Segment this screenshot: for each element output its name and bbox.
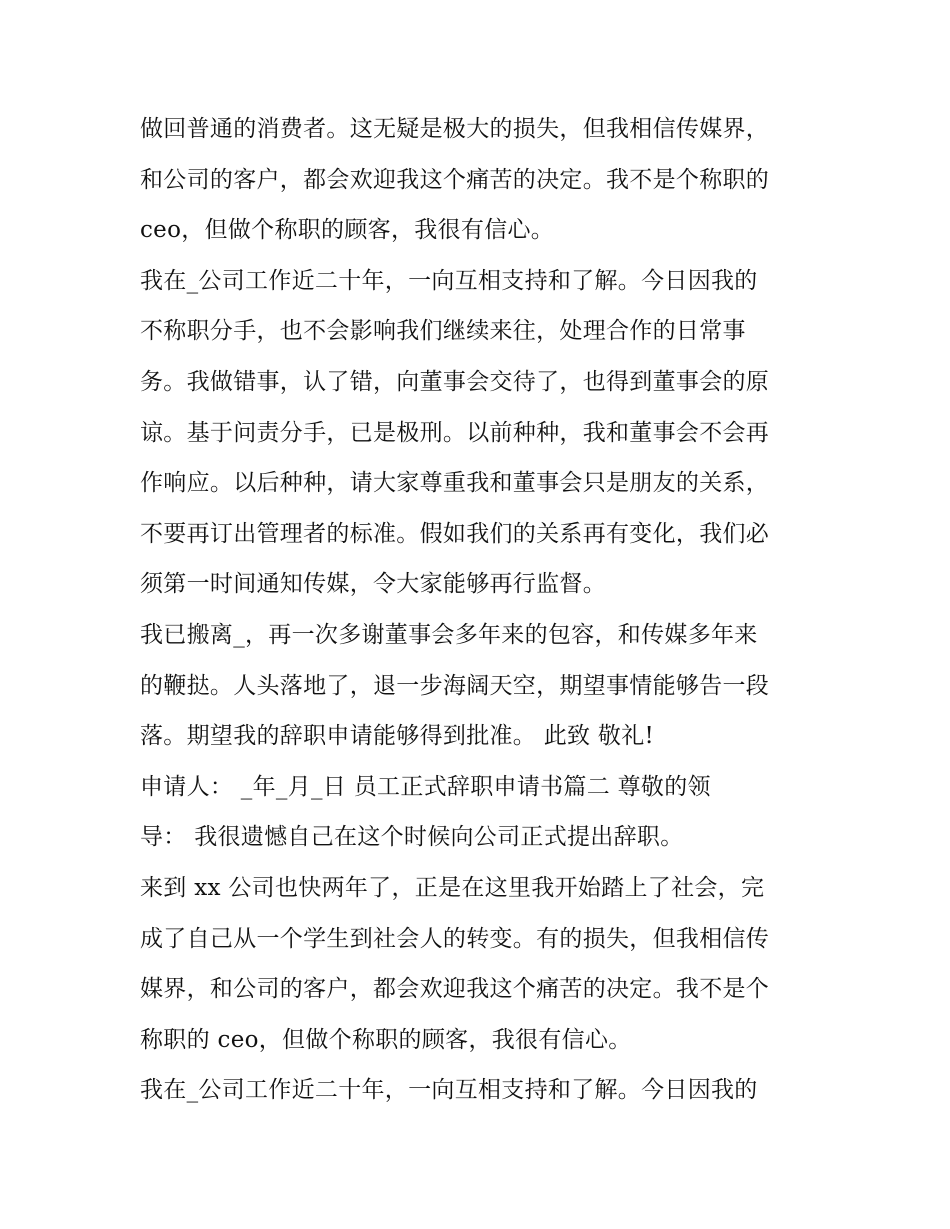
text-line: 我在_公司工作近二十年，一向互相支持和了解。今日因我的 [140, 1077, 758, 1104]
text-line: 申请人： _年_月_日 员工正式辞职申请书篇二 尊敬的领 [140, 773, 711, 800]
text-line: 我在_公司工作近二十年，一向互相支持和了解。今日因我的 [140, 267, 758, 294]
text-line: 导： 我很遗憾自己在这个时候向公司正式提出辞职。 [140, 824, 684, 851]
text-line: 做回普通的消费者。这无疑是极大的损失，但我相信传媒界， [140, 116, 770, 142]
text-line: 的鞭挞。人头落地了，退一步海阔天空，期望事情能够告一段 [140, 672, 770, 699]
text-line: 不称职分手，也不会影响我们继续来往，处理合作的日常事 [140, 318, 746, 345]
text-line: 和公司的客户，都会欢迎我这个痛苦的决定。我不是个称职的 [140, 166, 770, 193]
text-line: 媒界，和公司的客户，都会欢迎我这个痛苦的决定。我不是个 [140, 976, 770, 1003]
text-line: 来到 xx 公司也快两年了，正是在这里我开始踏上了社会，完 [140, 874, 765, 901]
document-body [140, 104, 820, 1116]
text-line: 作响应。以后种种，请大家尊重我和董事会只是朋友的关系， [140, 470, 770, 497]
text-line: 务。我做错事，认了错，向董事会交待了，也得到董事会的原 [140, 368, 770, 395]
text-line: 不要再订出管理者的标准。假如我们的关系再有变化，我们必 [140, 520, 770, 547]
text-line: 我已搬离_，再一次多谢董事会多年来的包容，和传媒多年来 [140, 621, 758, 648]
text-line: 落。期望我的辞职申请能够得到批准。 此致 敬礼! [140, 723, 655, 750]
text-line: 成了自己从一个学生到社会人的转变。有的损失，但我相信传 [140, 925, 770, 952]
text-line: ceo，但做个称职的顾客，我很有信心。 [140, 217, 555, 244]
text-line: 谅。基于问责分手，已是极刑。以前种种，我和董事会不会再 [140, 419, 770, 446]
text-line: 须第一时间通知传媒，令大家能够再行监督。 [140, 571, 606, 598]
text-line: 称职的 ceo，但做个称职的顾客，我很有信心。 [140, 1026, 632, 1053]
